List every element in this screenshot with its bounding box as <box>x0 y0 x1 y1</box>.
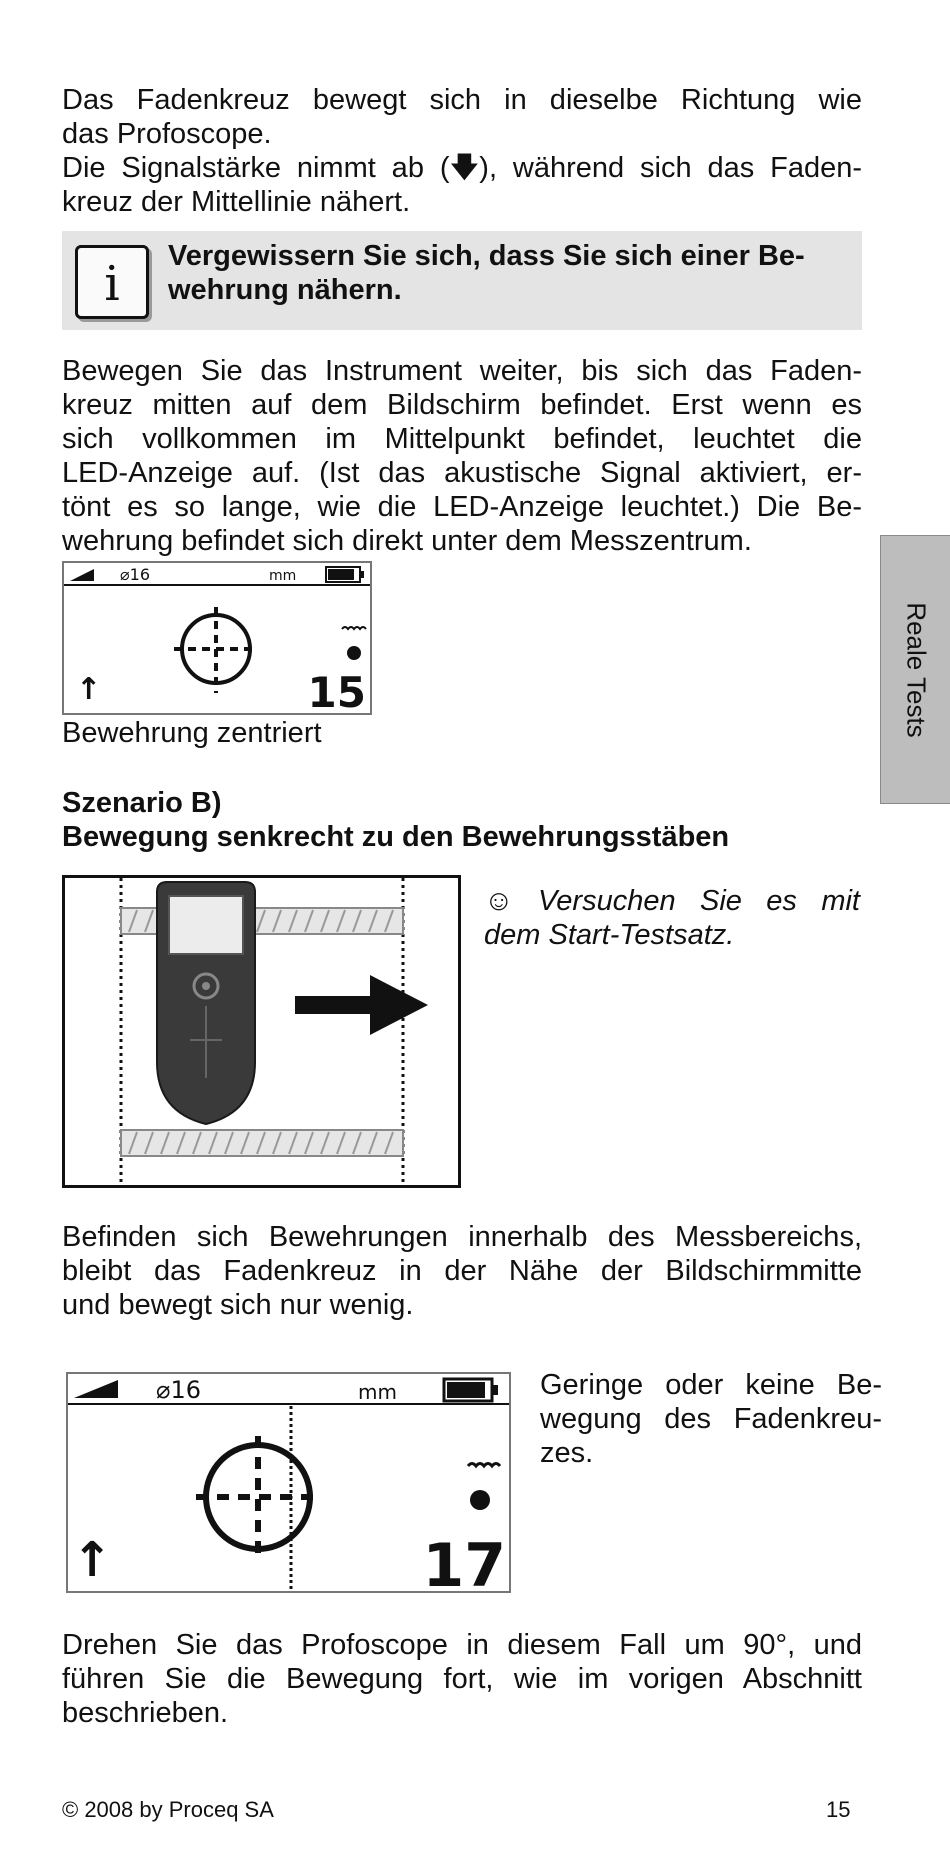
text-line: Geringe oder keine Be- <box>540 1369 882 1401</box>
text-line: Die Signalstärke nimmt ab (🡇), während sich das Faden- <box>62 152 862 184</box>
text-line: dem Start-Testsatz. <box>484 919 735 951</box>
text-line: sich vollkommen im Mittelpunkt befindet, leuchtet die <box>62 423 862 455</box>
text-line: kreuz der Mittellinie nähert. <box>62 186 411 218</box>
info-icon <box>75 245 149 319</box>
page-number: 15 <box>826 1797 851 1822</box>
copyright-footer: © 2008 by Proceq SA <box>62 1797 274 1822</box>
battery-icon <box>326 567 364 582</box>
depth-value: 17 <box>422 1531 506 1591</box>
figure-caption: Bewehrung zentriert <box>62 717 322 749</box>
display-stable-screenshot <box>66 1372 511 1593</box>
led-dot-icon <box>347 646 361 660</box>
signal-wave-icon <box>342 627 366 629</box>
battery-icon <box>444 1379 498 1401</box>
display-centered-screenshot <box>62 561 372 715</box>
movement-note <box>540 1368 882 1470</box>
text-line: Bewegen Sie das Instrument weiter, bis sich das Faden- <box>62 355 862 387</box>
diameter-label: ⌀16 <box>156 1376 201 1404</box>
led-dot-icon <box>470 1490 490 1510</box>
rotate-paragraph <box>62 1628 862 1730</box>
text-line: bleibt das Fadenkreuz in der Nähe der Bildschirmmitte <box>62 1255 862 1287</box>
text-line: Befinden sich Bewehrungen innerhalb des Messbereichs, <box>62 1221 862 1253</box>
profoscope-device-icon <box>157 882 255 1124</box>
arrow-right-icon <box>295 975 428 1035</box>
info-note-text <box>168 239 856 307</box>
scenario-subtitle: Bewegung senkrecht zu den Bewehrungsstäben <box>62 821 730 853</box>
text-line: und bewegt sich nur wenig. <box>62 1289 414 1321</box>
info-note-box <box>62 231 862 330</box>
diameter-label: ⌀16 <box>120 565 150 584</box>
text-line: ☺ Versuchen Sie es mit <box>484 885 860 917</box>
text-line: LED-Anzeige auf. (Ist das akustische Signal aktiviert, er- <box>62 457 862 489</box>
range-paragraph <box>62 1220 862 1322</box>
text-line: wehrung nähern. <box>168 274 402 306</box>
text-line: zes. <box>540 1437 594 1469</box>
chapter-side-tab <box>880 535 950 804</box>
up-arrow-icon: ↑ <box>72 1532 113 1588</box>
text-line: Vergewissern Sie sich, dass Sie sich einer Be- <box>168 240 805 272</box>
info-glyph <box>78 248 146 316</box>
scenario-title: Szenario B) <box>62 787 222 819</box>
crosshair-icon <box>174 607 258 693</box>
unit-label: mm <box>269 568 297 584</box>
device-movement-figure <box>62 875 461 1188</box>
up-arrow-icon: ↑ <box>76 672 102 707</box>
intro-paragraph <box>62 83 862 219</box>
side-tab-label: Reale Tests <box>901 601 932 738</box>
text-line: das Profoscope. <box>62 118 272 150</box>
signal-strength-icon <box>70 569 94 581</box>
depth-value: 15 <box>307 668 366 713</box>
text-line: Drehen Sie das Profoscope in diesem Fall um 90°, und <box>62 1629 862 1661</box>
crosshair-icon <box>196 1436 320 1558</box>
signal-strength-icon <box>74 1380 118 1398</box>
text-line: wegung des Fadenkreu- <box>540 1403 882 1435</box>
info-glyph-letter: i <box>104 256 120 312</box>
text-line: tönt es so lange, wie die LED-Anzeige leuchtet.) Die Be- <box>62 491 862 523</box>
text-line: kreuz mitten auf dem Bildschirm befindet. Erst wenn es <box>62 389 862 421</box>
unit-label: mm <box>358 1380 397 1404</box>
instruction-paragraph <box>62 354 862 558</box>
text-line: beschrieben. <box>62 1697 229 1729</box>
text-line: führen Sie die Bewegung fort, wie im vorigen Abschnitt <box>62 1663 862 1695</box>
signal-wave-icon <box>468 1464 500 1467</box>
text-line: Das Fadenkreuz bewegt sich in dieselbe Richtung wie <box>62 84 862 116</box>
text-line: wehrung befindet sich direkt unter dem Messzentrum. <box>62 525 752 557</box>
tip-note <box>484 884 860 952</box>
